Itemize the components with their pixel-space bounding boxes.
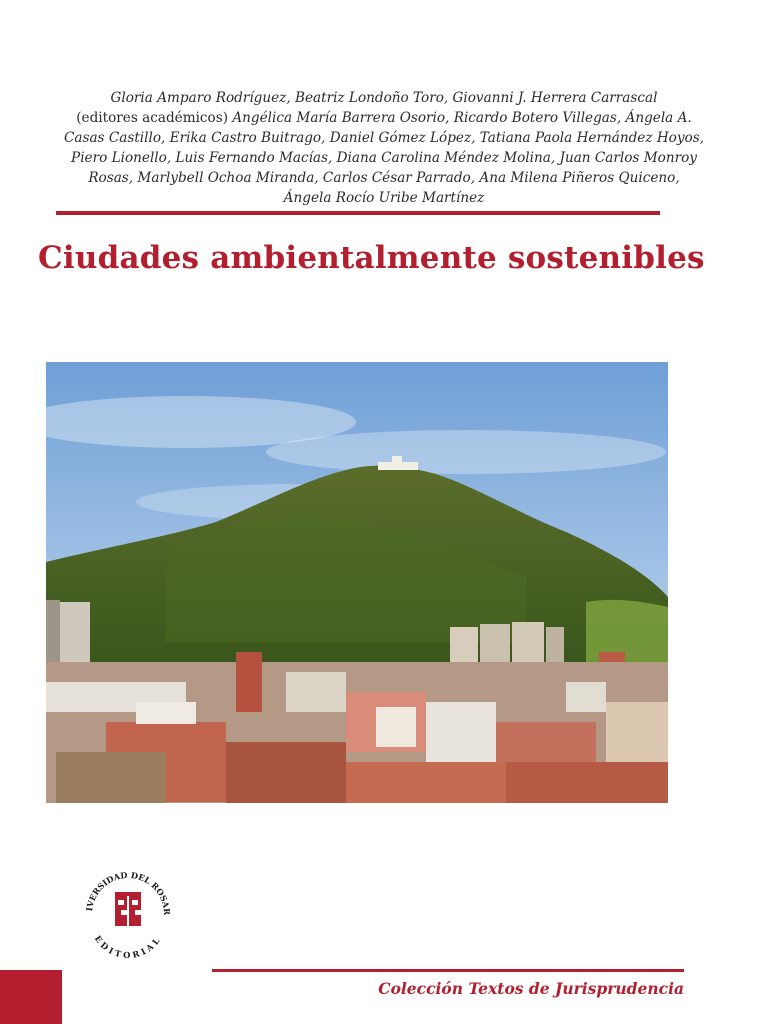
- authors-line: [30, 108, 738, 128]
- city-mountain-illustration: [46, 362, 668, 803]
- authors-line: Rosas, Marlybell Ochoa Miranda, Carlos César Parrado, Ana Milena Piñeros Quiceno,: [88, 170, 680, 186]
- collection-name: Colección Textos de Jurisprudencia: [378, 979, 684, 998]
- authors-block: [30, 88, 738, 208]
- authors-line: Ángela Rocío Uribe Martínez: [283, 190, 485, 206]
- logo-ring-text: IVERSIDAD DEL ROSAR: [84, 869, 173, 916]
- bottom-divider: [212, 969, 684, 972]
- publisher-logo: [78, 862, 178, 962]
- cover-photo: [46, 362, 668, 803]
- top-divider: [56, 211, 660, 215]
- logo-bottom-text: EDITORIAL: [92, 933, 164, 961]
- editors-note: (editores académicos): [76, 110, 229, 126]
- authors-text: Angélica María Barrera Osorio, Ricardo Botero Villegas, Ángela A.: [232, 110, 692, 126]
- rosario-seal-icon: [78, 862, 178, 962]
- svg-text:EDITORIAL: [93, 934, 163, 960]
- authors-line: Gloria Amparo Rodríguez, Beatriz Londoño Toro, Giovanni J. Herrera Carrascal: [110, 90, 658, 106]
- authors-line: Piero Lionello, Luis Fernando Macías, Diana Carolina Méndez Molina, Juan Carlos Monroy: [71, 150, 697, 166]
- corner-accent-block: [0, 970, 62, 1024]
- authors-line: Casas Castillo, Erika Castro Buitrago, Daniel Gómez López, Tatiana Paola Hernández Hoyos,: [63, 130, 705, 146]
- book-title: Ciudades ambientalmente sostenibles: [38, 240, 705, 276]
